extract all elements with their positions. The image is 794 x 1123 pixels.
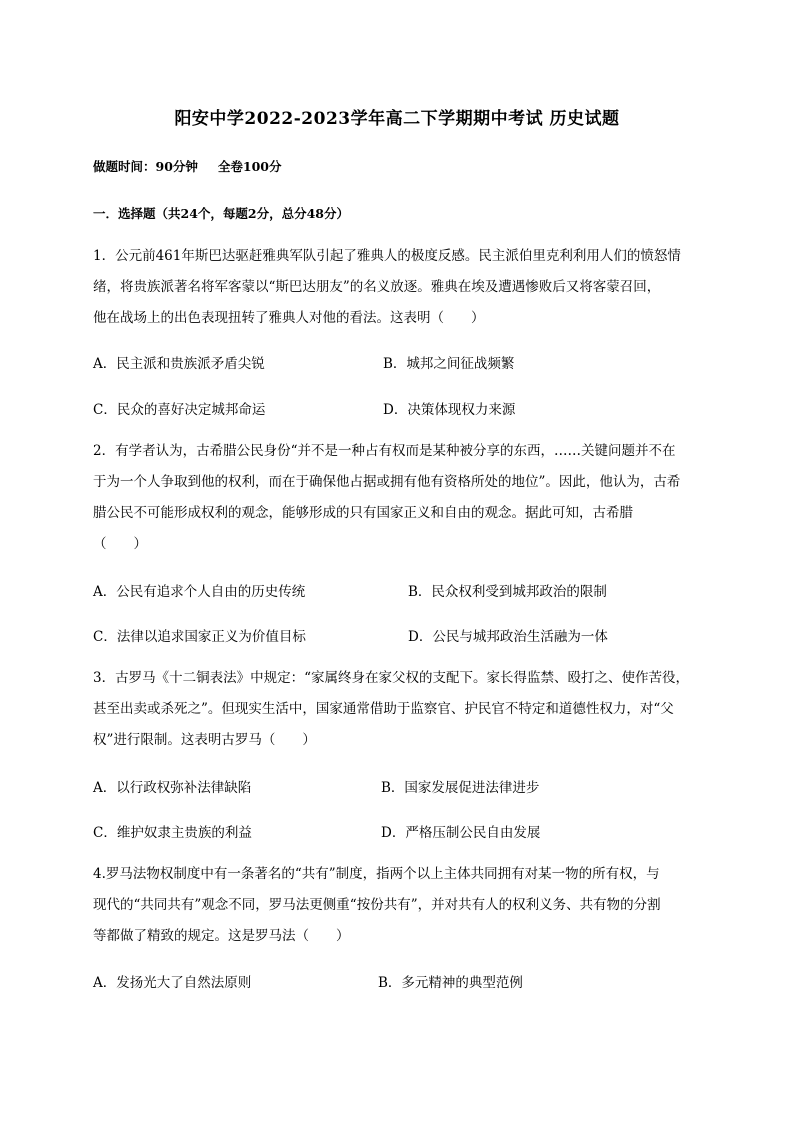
section-heading: 一．选择题（共24个，每题2分，总分48分） [93, 206, 349, 221]
exam-total-score: 全卷100分 [217, 159, 282, 174]
option-a: A．公民有追求个人自由的历史传统 [93, 584, 306, 600]
question-2 [93, 436, 705, 560]
question-line: 等都做了精致的规定。这是罗马法（ ） [93, 928, 350, 944]
question-line: 2．有学者认为，古希腊公民身份“并不是一种占有权而是某种被分享的东西，……关键问题并不在 [93, 443, 676, 459]
question-1 [93, 241, 705, 334]
question-line: 4.罗马法物权制度中有一条著名的“共有”制度，指两个以上主体共同拥有对某一物的所有权，与 [93, 866, 660, 882]
question-line: 1．公元前461年斯巴达驱赶雅典军队引起了雅典人的极度反感。民主派伯里克利利用人们的愤怒情 [93, 248, 681, 264]
question-3 [93, 663, 705, 756]
question-line: 3．古罗马《十二铜表法》中规定：“家属终身在家父权的支配下。家长得监禁、殴打之、使作苦役， [93, 670, 689, 686]
option-b: B．国家发展促进法律进步 [381, 780, 540, 796]
question-line: 权”进行限制。这表明古罗马（ ） [93, 732, 316, 748]
option-b: B．多元精神的典型范例 [378, 975, 523, 991]
option-a: A．民主派和贵族派矛盾尖锐 [93, 356, 265, 372]
option-d: D．决策体现权力来源 [383, 402, 516, 418]
question-line: 腊公民不可能形成权利的观念，能够形成的只有国家正义和自由的观念。据此可知，古希腊 [93, 505, 633, 521]
question-line: 现代的“共同共有”观念不同，罗马法更侧重“按份共有”，并对共有人的权利义务、共有物的分割 [93, 897, 661, 913]
question-line: （ ） [93, 536, 147, 552]
option-d: D．公民与城邦政治生活融为一体 [408, 629, 608, 645]
question-line: 他在战场上的出色表现扭转了雅典人对他的看法。这表明（ ） [93, 310, 485, 326]
question-line: 于为一个人争取到他的权利，而在于确保他占据或拥有他有资格所处的地位”。因此，他认为，古希 [93, 474, 681, 490]
option-c: C．法律以追求国家正义为价值目标 [93, 629, 306, 645]
exam-meta [93, 157, 282, 175]
question-line: 绪，将贵族派著名将军客蒙以“斯巴达朋友”的名义放逐。雅典在埃及遭遇惨败后又将客蒙召回， [93, 279, 661, 295]
option-b: B．城邦之间征战频繁 [383, 356, 515, 372]
option-a: A．以行政权弥补法律缺陷 [93, 780, 252, 796]
option-d: D．严格压制公民自由发展 [381, 825, 541, 841]
question-4 [93, 859, 705, 952]
option-c: C．民众的喜好决定城邦命运 [93, 402, 266, 418]
option-a: A．发扬光大了自然法原则 [93, 975, 252, 991]
exam-title: 阳安中学2022-2023学年高二下学期期中考试 历史试题 [174, 109, 620, 129]
question-line: 甚至出卖或杀死之”。但现实生活中，国家通常借助于监察官、护民官不特定和道德性权力，对“父 [93, 701, 674, 717]
exam-duration: 做题时间：90分钟 [93, 159, 198, 174]
option-b: B．民众权利受到城邦政治的限制 [408, 584, 607, 600]
option-c: C．维护奴隶主贵族的利益 [93, 825, 252, 841]
